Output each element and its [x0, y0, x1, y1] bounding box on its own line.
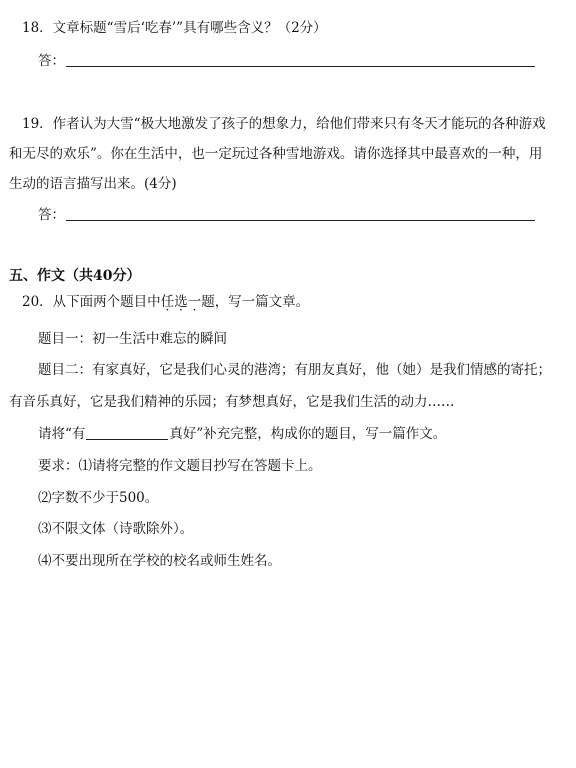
fill-instruction: 请将“有 真好”补充完整，构成你的题目，写一篇作文。: [38, 426, 447, 442]
section-heading: 五、作文（共40分）: [9, 268, 141, 284]
requirement-item: ⑷不要出现所在学校的校名或师生姓名。: [38, 553, 281, 569]
emphasis-char: 一: [187, 294, 202, 310]
topic-two-line: 题目二：有家真好，它是我们心灵的港湾；有朋友真好，他（她）是我们情感的寄托；: [38, 362, 551, 378]
question-19-line: 19．作者认为大雪“极大地激发了孩子的想象力，给他们带来只有冬天才能玩的各种游戏: [22, 116, 546, 132]
fill-blank: [86, 439, 168, 440]
answer-line: [66, 66, 535, 67]
requirements-label: 要求：: [38, 458, 79, 474]
requirement-item: ⑶不限文体（诗歌除外）。: [38, 521, 194, 537]
question-19-line: 生动的语言描写出来。(4分): [9, 176, 177, 192]
emphasis-char: 任: [160, 294, 175, 310]
question-19-line: 和无尽的欢乐”。你在生活中，也一定玩过各种雪地游戏。请你选择其中最喜欢的一种，用: [9, 146, 543, 162]
answer-label: 答：: [38, 53, 65, 69]
requirement-item: ⑵字数不少于500。: [38, 490, 159, 506]
answer-line: [66, 220, 535, 221]
question-20-text: 20．从下面两个题目中任选一题，写一篇文章。: [22, 294, 310, 310]
topic-two-line: 有音乐真好，它是我们精神的乐园；有梦想真好，它是我们生活的动力……: [9, 394, 455, 410]
question-18-text: 18．文章标题“雪后‘吃春’”具有哪些含义？（2分）: [22, 20, 327, 36]
requirement-item: ⑴请将完整的作文题目抄写在答题卡上。: [78, 458, 322, 474]
topic-one: 题目一：初一生活中难忘的瞬间: [38, 331, 227, 347]
requirement-line: [38, 457, 322, 475]
answer-label: 答：: [38, 207, 65, 223]
emphasis-char: 选: [174, 294, 188, 310]
